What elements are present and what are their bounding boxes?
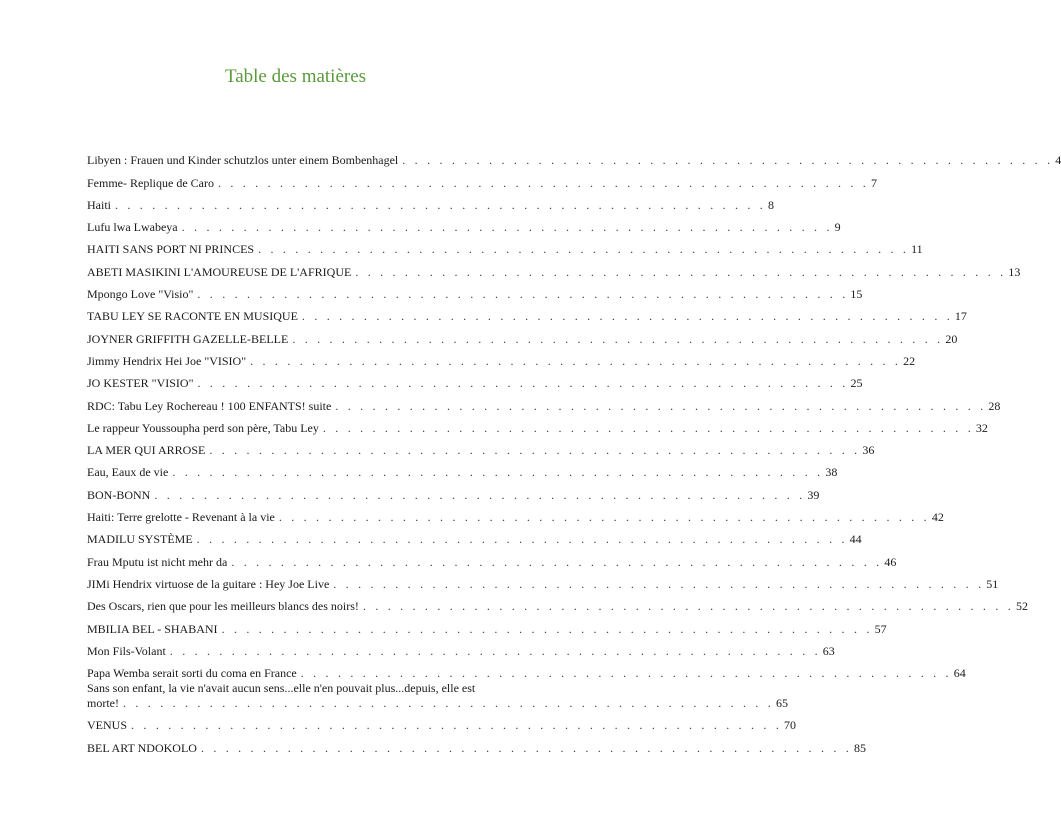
toc-entry-title: ABETI MASIKINI L'AMOUREUSE DE L'AFRIQUE — [87, 265, 355, 280]
toc-entry-page: 42 — [931, 510, 944, 525]
toc-entry-page: 44 — [849, 532, 862, 547]
toc-entry-page: 51 — [986, 576, 999, 591]
toc-entry-title: Libyen : Frauen und Kinder schutzlos unter einem Bombenhagel — [87, 153, 402, 168]
toc-entry-title: BEL ART NDOKOLO — [87, 741, 201, 756]
toc-entry-title: VENUS — [87, 718, 131, 733]
toc-entry-title: MADILU SYSTÈME — [87, 532, 197, 547]
toc-dot-leader: . . . . . . . . . . . . . . . . . . . . . . . . . . . . . . . . . . . . . . . . . . . . . . . . . . . . . — [209, 443, 861, 458]
toc-dot-leader: . . . . . . . . . . . . . . . . . . . . . . . . . . . . . . . . . . . . . . . . . . . . . . . . . . . . . — [197, 287, 849, 302]
toc-entry[interactable] — [87, 191, 774, 213]
toc-entry-page: 11 — [911, 242, 923, 257]
toc-entry-title: Papa Wemba serait sorti du coma en France — [87, 666, 301, 681]
toc-entry[interactable] — [87, 458, 838, 480]
toc-dot-leader: . . . . . . . . . . . . . . . . . . . . . . . . . . . . . . . . . . . . . . . . . . . . . . . . . . . . . — [169, 643, 821, 658]
toc-dot-leader: . . . . . . . . . . . . . . . . . . . . . . . . . . . . . . . . . . . . . . . . . . . . . . . . . . . . . — [355, 264, 1007, 279]
toc-entry[interactable] — [87, 570, 999, 592]
toc-entry-page: 70 — [784, 718, 797, 733]
toc-entry-title: BON-BONN — [87, 488, 154, 503]
toc-entry-page: 32 — [975, 420, 988, 435]
toc-entry[interactable] — [87, 347, 916, 369]
toc-entry[interactable] — [87, 213, 841, 235]
toc-dot-leader: . . . . . . . . . . . . . . . . . . . . . . . . . . . . . . . . . . . . . . . . . . . . . . . . . . . . . — [335, 398, 987, 413]
toc-dot-leader: . . . . . . . . . . . . . . . . . . . . . . . . . . . . . . . . . . . . . . . . . . . . . . . . . . . . . — [123, 696, 774, 711]
toc-entry[interactable] — [87, 391, 1001, 413]
toc-dot-leader: . . . . . . . . . . . . . . . . . . . . . . . . . . . . . . . . . . . . . . . . . . . . . . . . . . . . . — [322, 420, 974, 435]
toc-dot-leader: . . . . . . . . . . . . . . . . . . . . . . . . . . . . . . . . . . . . . . . . . . . . . . . . . . . . . — [115, 197, 766, 212]
toc-entry[interactable] — [87, 733, 866, 755]
toc-entry-title: Mpongo Love "Visio" — [87, 287, 197, 302]
toc-dot-leader: . . . . . . . . . . . . . . . . . . . . . . . . . . . . . . . . . . . . . . . . . . . . . . . . . . . . . — [250, 353, 902, 368]
toc-entry-page: 13 — [1008, 264, 1021, 279]
toc-entry-title: MBILIA BEL - SHABANI — [87, 622, 222, 637]
toc-entry-title: HAITI SANS PORT NI PRINCES — [87, 242, 258, 257]
toc-dot-leader: . . . . . . . . . . . . . . . . . . . . . . . . . . . . . . . . . . . . . . . . . . . . . . . . . . . . . — [292, 331, 944, 346]
toc-entry-page: 25 — [850, 376, 863, 391]
toc-entry[interactable] — [87, 592, 1028, 614]
toc-entry-page: 65 — [776, 696, 788, 711]
toc-entry-page: 38 — [825, 465, 838, 480]
toc-dot-leader: . . . . . . . . . . . . . . . . . . . . . . . . . . . . . . . . . . . . . . . . . . . . . . . . . . . . . — [300, 666, 952, 681]
toc-dot-leader: . . . . . . . . . . . . . . . . . . . . . . . . . . . . . . . . . . . . . . . . . . . . . . . . . . . . . — [131, 718, 783, 733]
toc-entry-page: 85 — [853, 740, 866, 755]
toc-entry-title: LA MER QUI ARROSE — [87, 443, 209, 458]
toc-dot-leader: . . . . . . . . . . . . . . . . . . . . . . . . . . . . . . . . . . . . . . . . . . . . . . . . . . . . . — [197, 376, 849, 391]
toc-entry[interactable] — [87, 547, 897, 569]
toc-dot-leader: . . . . . . . . . . . . . . . . . . . . . . . . . . . . . . . . . . . . . . . . . . . . . . . . . . . . . — [258, 242, 910, 257]
page-title: Table des matières — [224, 66, 367, 87]
toc-entry-line2 — [87, 696, 788, 711]
toc-entry-page: 4 — [1055, 153, 1061, 168]
toc-dot-leader: . . . . . . . . . . . . . . . . . . . . . . . . . . . . . . . . . . . . . . . . . . . . . . . . . . . . . — [231, 554, 883, 569]
toc-entry-title-line1: Sans son enfant, la vie n'avait aucun sens...elle n'en pouvait plus...depuis, elle est — [87, 681, 788, 696]
toc-entry[interactable] — [87, 525, 862, 547]
toc-dot-leader: . . . . . . . . . . . . . . . . . . . . . . . . . . . . . . . . . . . . . . . . . . . . . . . . . . . . . — [217, 175, 869, 190]
toc-entry-page: 36 — [862, 443, 875, 458]
toc-entry[interactable] — [87, 480, 820, 502]
toc-entry-page: 39 — [807, 487, 820, 502]
toc-entry[interactable] — [87, 257, 1021, 279]
toc-entry-page: 57 — [874, 621, 887, 636]
toc-entry-title: Eau, Eaux de vie — [87, 465, 172, 480]
toc-entry[interactable] — [87, 436, 875, 458]
toc-entry-title: Mon Fils-Volant — [87, 644, 170, 659]
toc-entry-title: Frau Mputu ist nicht mehr da — [87, 555, 231, 570]
toc-dot-leader: . . . . . . . . . . . . . . . . . . . . . . . . . . . . . . . . . . . . . . . . . . . . . . . . . . . . . — [362, 599, 1014, 614]
toc-entry[interactable] — [87, 324, 958, 346]
toc-entry[interactable] — [87, 280, 863, 302]
toc-dot-leader: . . . . . . . . . . . . . . . . . . . . . . . . . . . . . . . . . . . . . . . . . . . . . . . . . . . . . — [333, 576, 985, 591]
toc-dot-leader: . . . . . . . . . . . . . . . . . . . . . . . . . . . . . . . . . . . . . . . . . . . . . . . . . . . . . — [181, 220, 833, 235]
toc-entry-title: Le rappeur Youssoupha perd son père, Tabu Ley — [87, 421, 323, 436]
toc-entry-page: 46 — [884, 554, 897, 569]
toc-entry[interactable] — [87, 168, 877, 190]
toc-dot-leader: . . . . . . . . . . . . . . . . . . . . . . . . . . . . . . . . . . . . . . . . . . . . . . . . . . . . . — [301, 309, 953, 324]
toc-entry-page: 15 — [850, 287, 863, 302]
toc-entry[interactable] — [87, 235, 923, 257]
toc-entry-title: Femme- Replique de Caro — [87, 176, 218, 191]
toc-entry-page: 22 — [903, 353, 916, 368]
toc-dot-leader: . . . . . . . . . . . . . . . . . . . . . . . . . . . . . . . . . . . . . . . . . . . . . . . . . . . . . — [402, 153, 1054, 168]
toc-entry[interactable] — [87, 681, 788, 711]
toc-entry-title: Haiti: Terre grelotte - Revenant à la vie — [87, 510, 279, 525]
toc-entry-page: 20 — [945, 331, 958, 346]
toc-entry-page: 28 — [988, 398, 1001, 413]
toc-dot-leader: . . . . . . . . . . . . . . . . . . . . . . . . . . . . . . . . . . . . . . . . . . . . . . . . . . . . . — [196, 532, 848, 547]
toc-dot-leader: . . . . . . . . . . . . . . . . . . . . . . . . . . . . . . . . . . . . . . . . . . . . . . . . . . . . . — [200, 740, 852, 755]
toc-entry-title: Jimmy Hendrix Hei Joe "VISIO" — [87, 354, 250, 369]
toc-entry-wrap — [87, 681, 788, 711]
toc-entry[interactable] — [87, 614, 887, 636]
toc-entry-title: RDC: Tabu Ley Rochereau ! 100 ENFANTS! suite — [87, 399, 335, 414]
toc-entry[interactable] — [87, 302, 967, 324]
toc-entry-page: 9 — [834, 220, 841, 235]
toc-entry[interactable] — [87, 637, 835, 659]
toc-entry-page: 63 — [822, 643, 835, 658]
toc-entry-title: JO KESTER "VISIO" — [87, 376, 197, 391]
toc-entry-page: 8 — [768, 197, 774, 212]
toc-entry-page: 7 — [870, 175, 877, 190]
toc-entry-title: JOYNER GRIFFITH GAZELLE-BELLE — [87, 332, 292, 347]
toc-entry[interactable] — [87, 369, 863, 391]
toc-entry-title: JIMi Hendrix virtuose de la guitare : Hey Joe Live — [87, 577, 333, 592]
toc-entry-page: 52 — [1015, 599, 1028, 614]
toc-dot-leader: . . . . . . . . . . . . . . . . . . . . . . . . . . . . . . . . . . . . . . . . . . . . . . . . . . . . . — [154, 487, 806, 502]
toc-entry-page: 64 — [953, 666, 966, 681]
toc-entry[interactable] — [87, 659, 966, 681]
toc-entry-title: Des Oscars, rien que pour les meilleurs blancs des noirs! — [87, 599, 363, 614]
toc-entry-title: Lufu lwa Lwabeya — [87, 220, 182, 235]
toc-entry-title: TABU LEY SE RACONTE EN MUSIQUE — [87, 309, 302, 324]
table-of-contents — [87, 146, 1061, 756]
toc-entry[interactable] — [87, 414, 988, 436]
toc-entry-page: 17 — [954, 309, 967, 324]
toc-entry[interactable] — [87, 503, 944, 525]
toc-entry[interactable] — [87, 146, 1061, 168]
toc-dot-leader: . . . . . . . . . . . . . . . . . . . . . . . . . . . . . . . . . . . . . . . . . . . . . . . . . . . . . — [172, 465, 824, 480]
toc-entry[interactable] — [87, 711, 797, 733]
toc-entry-title: Haiti — [87, 198, 115, 213]
toc-entry-title-line2: morte! — [87, 696, 123, 711]
toc-dot-leader: . . . . . . . . . . . . . . . . . . . . . . . . . . . . . . . . . . . . . . . . . . . . . . . . . . . . . — [278, 510, 930, 525]
toc-dot-leader: . . . . . . . . . . . . . . . . . . . . . . . . . . . . . . . . . . . . . . . . . . . . . . . . . . . . . — [221, 621, 873, 636]
